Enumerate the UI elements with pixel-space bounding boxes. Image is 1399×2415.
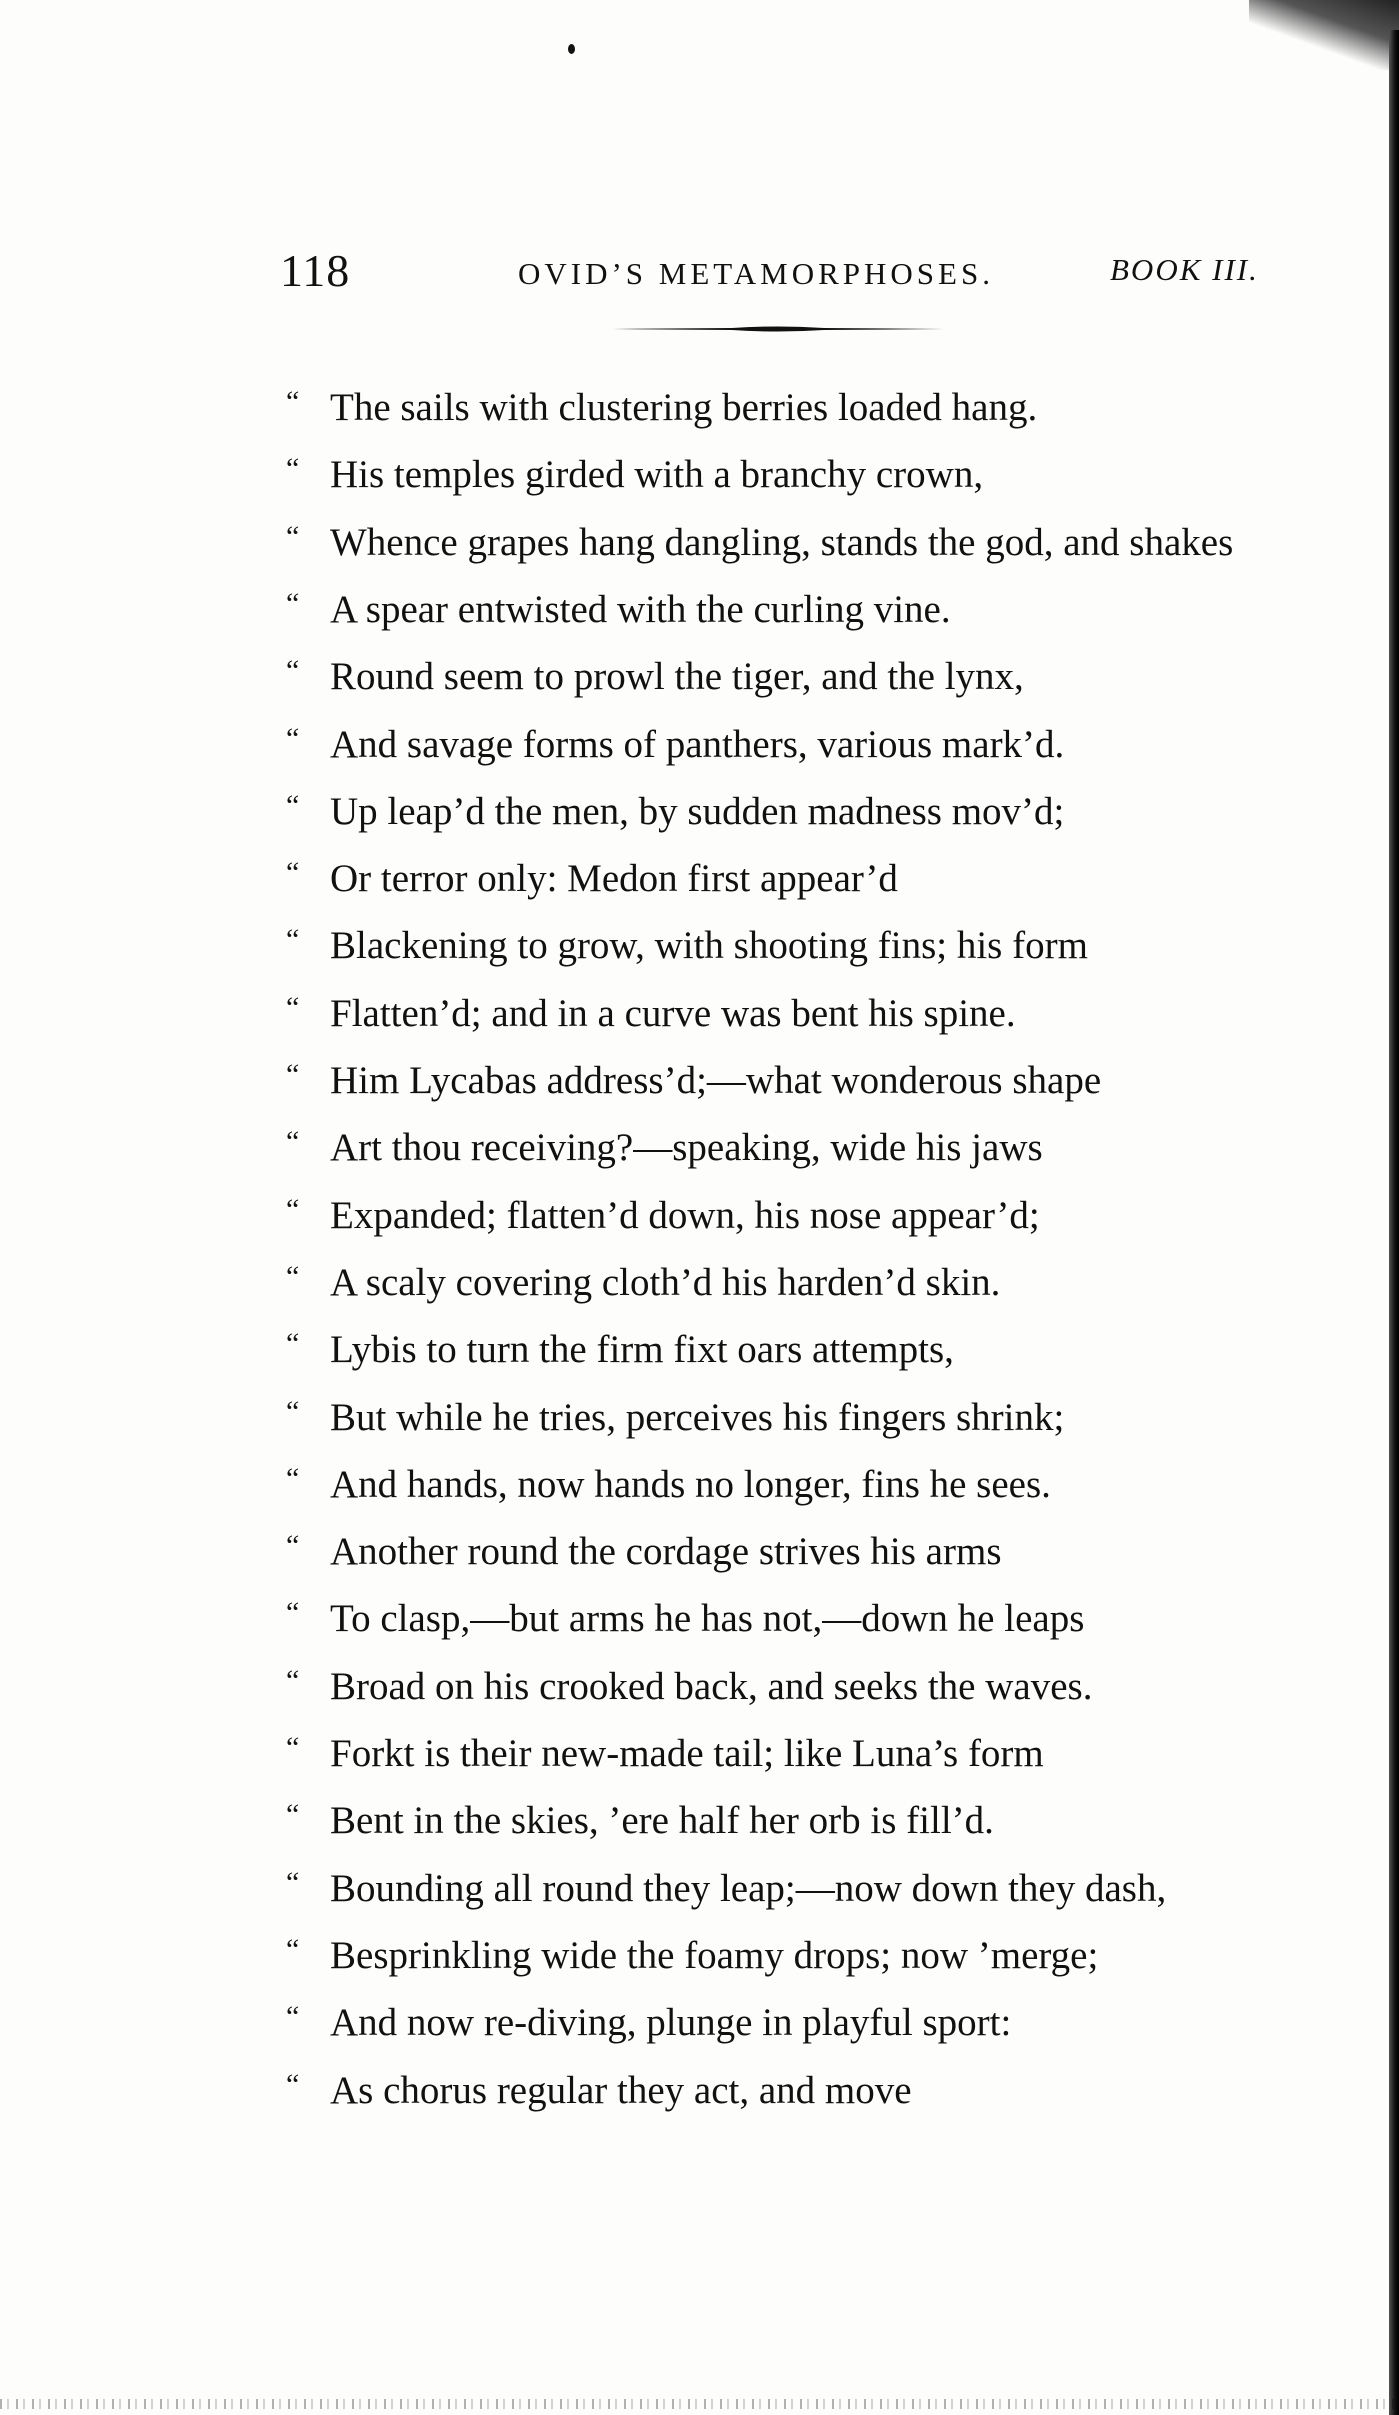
verse-line bbox=[286, 1989, 1296, 2056]
opening-quote-mark: “ bbox=[286, 721, 300, 755]
verse-line bbox=[286, 1855, 1296, 1922]
opening-quote-mark: “ bbox=[286, 1125, 300, 1159]
binding-edge-shadow bbox=[1389, 30, 1399, 2415]
page-corner-shadow bbox=[1249, 0, 1399, 70]
verse-line-text: Flatten’d; and in a curve was bent his spine. bbox=[330, 991, 1016, 1035]
verse-line-text: Blackening to grow, with shooting fins; his form bbox=[330, 924, 1088, 968]
verse-line-text: As chorus regular they act, and move bbox=[330, 2068, 912, 2112]
verse-line-text: Or terror only: Medon first appear’d bbox=[330, 857, 898, 901]
verse-line bbox=[286, 1114, 1296, 1181]
opening-quote-mark: “ bbox=[286, 452, 300, 486]
ink-speck bbox=[568, 44, 575, 54]
verse-line bbox=[286, 1653, 1296, 1720]
opening-quote-mark: “ bbox=[286, 2067, 300, 2101]
verse-line bbox=[286, 1047, 1296, 1114]
opening-quote-mark: “ bbox=[286, 990, 300, 1024]
verse-line-text: Another round the cordage strives his arms bbox=[330, 1530, 1002, 1574]
verse-line-text: The sails with clustering berries loaded hang. bbox=[330, 386, 1038, 429]
verse-line bbox=[286, 1922, 1296, 1989]
verse-line bbox=[286, 509, 1296, 576]
opening-quote-mark: “ bbox=[286, 1259, 300, 1293]
opening-quote-mark: “ bbox=[286, 1461, 300, 1495]
book-label: BOOK III. bbox=[1110, 252, 1259, 287]
opening-quote-mark: “ bbox=[286, 1663, 300, 1697]
verse-line-text: Him Lycabas address’d;—what wonderous shape bbox=[330, 1059, 1102, 1102]
opening-quote-mark: “ bbox=[286, 1327, 300, 1361]
verse-line-text: Bent in the skies, ’ere half her orb is fill’d. bbox=[330, 1799, 994, 1843]
verse-line bbox=[286, 1182, 1296, 1249]
opening-quote-mark: “ bbox=[286, 1394, 300, 1428]
verse-line bbox=[286, 1787, 1296, 1854]
running-title: OVID’S METAMORPHOSES. bbox=[518, 256, 994, 291]
verse-line bbox=[286, 1585, 1296, 1652]
verse-line bbox=[286, 1384, 1296, 1451]
verse-line-text: Lybis to turn the firm fixt oars attempts, bbox=[330, 1328, 954, 1372]
verse-line-text: Broad on his crooked back, and seeks the waves. bbox=[330, 1664, 1093, 1708]
opening-quote-mark: “ bbox=[286, 1529, 300, 1563]
verse-line-text: Up leap’d the men, by sudden madness mov’d; bbox=[330, 789, 1065, 833]
verse-line bbox=[286, 1249, 1296, 1316]
verse-line-text: Whence grapes hang dangling, stands the god, and shakes bbox=[330, 520, 1234, 564]
verse-line-text: And savage forms of panthers, various mark’d. bbox=[330, 722, 1065, 766]
verse-line-text: Besprinkling wide the foamy drops; now ’merge; bbox=[330, 1933, 1099, 1977]
verse-line-text: Bounding all round they leap;—now down they dash, bbox=[330, 1866, 1167, 1910]
verse-line bbox=[286, 845, 1296, 912]
page-number: 118 bbox=[280, 245, 351, 296]
opening-quote-mark: “ bbox=[286, 519, 300, 553]
verse-line-text: Round seem to prowl the tiger, and the lynx, bbox=[330, 655, 1024, 699]
verse-line-text: Art thou receiving?—speaking, wide his jaws bbox=[330, 1126, 1043, 1170]
running-header bbox=[0, 246, 1399, 296]
verse-line bbox=[286, 1720, 1296, 1787]
opening-quote-mark: “ bbox=[286, 788, 300, 822]
verse-line bbox=[286, 1451, 1296, 1518]
verse-line-text: Forkt is their new-made tail; like Luna’s form bbox=[330, 1732, 1044, 1775]
verse-line bbox=[286, 643, 1296, 710]
verse-line-text: Expanded; flatten’d down, his nose appear’d; bbox=[330, 1193, 1040, 1237]
opening-quote-mark: “ bbox=[286, 654, 300, 688]
verse-line-text: And hands, now hands no longer, fins he sees. bbox=[330, 1462, 1051, 1506]
verse-line bbox=[286, 778, 1296, 845]
verse-line bbox=[286, 912, 1296, 979]
verse-line-text: A scaly covering cloth’d his harden’d skin. bbox=[330, 1260, 1001, 1304]
header-rule bbox=[612, 325, 944, 333]
verse-line-text: A spear entwisted with the curling vine. bbox=[330, 587, 951, 631]
opening-quote-mark: “ bbox=[286, 1932, 300, 1966]
verse-line bbox=[286, 2057, 1296, 2124]
verse-line bbox=[286, 980, 1296, 1047]
opening-quote-mark: “ bbox=[286, 1596, 300, 1630]
opening-quote-mark: “ bbox=[286, 385, 300, 418]
opening-quote-mark: “ bbox=[286, 923, 300, 957]
verse-line-text: His temples girded with a branchy crown, bbox=[330, 453, 984, 497]
opening-quote-mark: “ bbox=[286, 1192, 300, 1226]
opening-quote-mark: “ bbox=[286, 856, 300, 890]
opening-quote-mark: “ bbox=[286, 1798, 300, 1832]
opening-quote-mark: “ bbox=[286, 2000, 300, 2034]
verse-line-text: And now re-diving, plunge in playful sport: bbox=[330, 2001, 1012, 2045]
verse-line bbox=[286, 1316, 1296, 1383]
verse-line bbox=[286, 1518, 1296, 1585]
opening-quote-mark: “ bbox=[286, 586, 300, 620]
verse-line bbox=[286, 441, 1296, 508]
verse-line bbox=[286, 374, 1296, 441]
scan-edge-noise bbox=[0, 2399, 1399, 2409]
opening-quote-mark: “ bbox=[286, 1731, 300, 1764]
verse-line bbox=[286, 711, 1296, 778]
verse-line-text: But while he tries, perceives his fingers shrink; bbox=[330, 1395, 1065, 1439]
verse-line-text: To clasp,—but arms he has not,—down he leaps bbox=[330, 1597, 1085, 1641]
opening-quote-mark: “ bbox=[286, 1058, 300, 1091]
verse-line bbox=[286, 576, 1296, 643]
opening-quote-mark: “ bbox=[286, 1865, 300, 1899]
